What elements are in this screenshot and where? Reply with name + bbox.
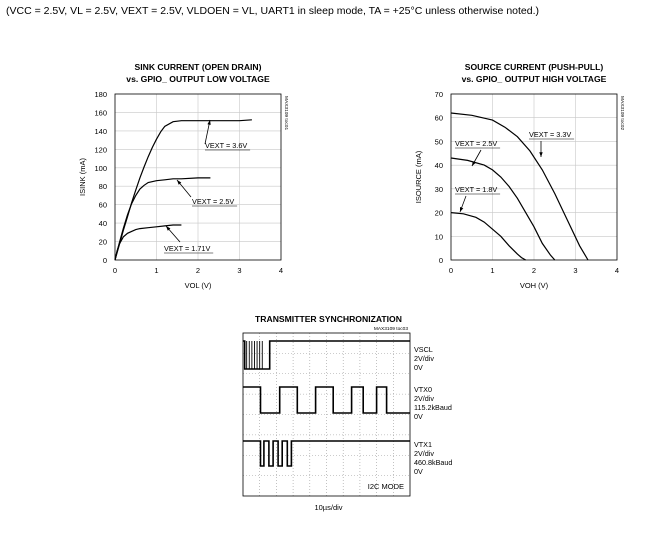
chart3-mode-label: I2C MODE [367, 482, 404, 491]
chart2-subtitle: vs. GPIO_ OUTPUT HIGH VOLTAGE [461, 74, 607, 84]
chart2-y-tick-label: 10 [434, 232, 443, 242]
chart1-y-tick-label: 140 [94, 126, 107, 136]
chart3-channel-2-label-2: 2V/div [414, 394, 434, 403]
chart2-annotation-1-arrow-head [539, 152, 542, 157]
chart1-x-tick-label: 2 [195, 266, 201, 275]
chart1-y-tick-label: 60 [98, 200, 107, 210]
chart2-y-tick-label: 30 [434, 184, 443, 194]
chart2-y-tick-label: 40 [434, 161, 443, 171]
chart1-x-tick-label: 0 [112, 266, 118, 275]
chart2-annotation-3-arrow-head [460, 207, 463, 212]
chart1-series-3-line [115, 225, 181, 260]
chart2-x-tick-label: 3 [573, 266, 578, 275]
chart1-y-tick-label: 100 [94, 163, 107, 173]
chart2-title: SOURCE CURRENT (PUSH-PULL) [464, 62, 604, 72]
chart1-y-tick-label: 0 [102, 256, 107, 265]
chart1-title: SINK CURRENT (OPEN DRAIN) [134, 62, 262, 72]
conditions-text: (VCC = 2.5V, VL = 2.5V, VEXT = 2.5V, VLDOEN = VL, UART1 in sleep mode, TA = +25°C unless otherwise noted.) [6, 5, 540, 17]
chart2-code: MAX3109 toc02 [619, 96, 624, 131]
chart2-x-tick-label: 2 [531, 266, 537, 275]
chart2-series-2-line [451, 158, 555, 260]
chart2-y-tick-label: 70 [434, 90, 443, 99]
chart3-channel-1-label-1: VSCL [414, 345, 433, 354]
chart3-channel-3-label-1: VTX1 [414, 440, 432, 449]
chart1-x-tick-label: 3 [237, 266, 242, 275]
chart1-annotation-3-label: VEXT = 1.71V [164, 244, 211, 253]
chart1-annotation-1-label: VEXT = 3.6V [205, 141, 248, 150]
chart3-channel-2-label-1: VTX0 [414, 385, 432, 394]
chart1-y-axis-label: ISINK (mA) [78, 158, 87, 196]
chart1-x-tick-label: 4 [278, 266, 284, 275]
chart1-y-tick-label: 160 [94, 108, 107, 118]
chart2-y-tick-label: 0 [438, 256, 443, 265]
chart3-channel-2-label-3: 115.2kBaud [414, 403, 452, 412]
chart2-x-tick-label: 4 [614, 266, 620, 275]
chart2-x-tick-label: 1 [490, 266, 495, 275]
chart1-annotation-2-label: VEXT = 2.5V [192, 197, 235, 206]
chart3-channel-1-label-2: 2V/div [414, 354, 434, 363]
chart2-x-tick-label: 0 [448, 266, 454, 275]
chart1-y-tick-label: 180 [94, 90, 107, 99]
chart3-channel-3-label-3: 460.8kBaud [414, 458, 453, 467]
chart3-channel-2-label-4: 0V [414, 412, 423, 421]
chart3-title: TRANSMITTER SYNCHRONIZATION [255, 314, 402, 324]
chart3-channel-3-label-2: 2V/div [414, 449, 434, 458]
chart2-x-axis-label: VOH (V) [519, 281, 549, 290]
chart3-code: MAX3109 toc03 [373, 327, 408, 332]
chart1-y-tick-label: 40 [98, 219, 107, 229]
chart1-x-tick-label: 1 [154, 266, 159, 275]
chart1-y-tick-label: 80 [98, 182, 107, 192]
chart2-y-tick-label: 60 [434, 113, 443, 123]
chart1-subtitle: vs. GPIO_ OUTPUT LOW VOLTAGE [126, 74, 270, 84]
chart3-channel-1-label-3: 0V [414, 363, 423, 372]
chart1-y-tick-label: 20 [98, 237, 107, 247]
chart2-y-tick-label: 50 [434, 137, 443, 147]
chart3-channel-3-label-4: 0V [414, 467, 423, 476]
chart3-x-axis-label: 10µs/div [314, 503, 343, 512]
chart1-x-axis-label: VOL (V) [184, 281, 212, 290]
chart2-annotation-1-label: VEXT = 3.3V [529, 130, 572, 139]
chart2-annotation-3-label: VEXT = 1.8V [455, 185, 498, 194]
chart2-y-tick-label: 20 [434, 208, 443, 218]
chart2-annotation-2-label: VEXT = 2.5V [455, 139, 498, 148]
chart2-y-axis-label: ISOURCE (mA) [414, 150, 423, 204]
chart1-y-tick-label: 120 [94, 145, 107, 155]
chart1-code: MAX3109 toc01 [283, 96, 288, 131]
